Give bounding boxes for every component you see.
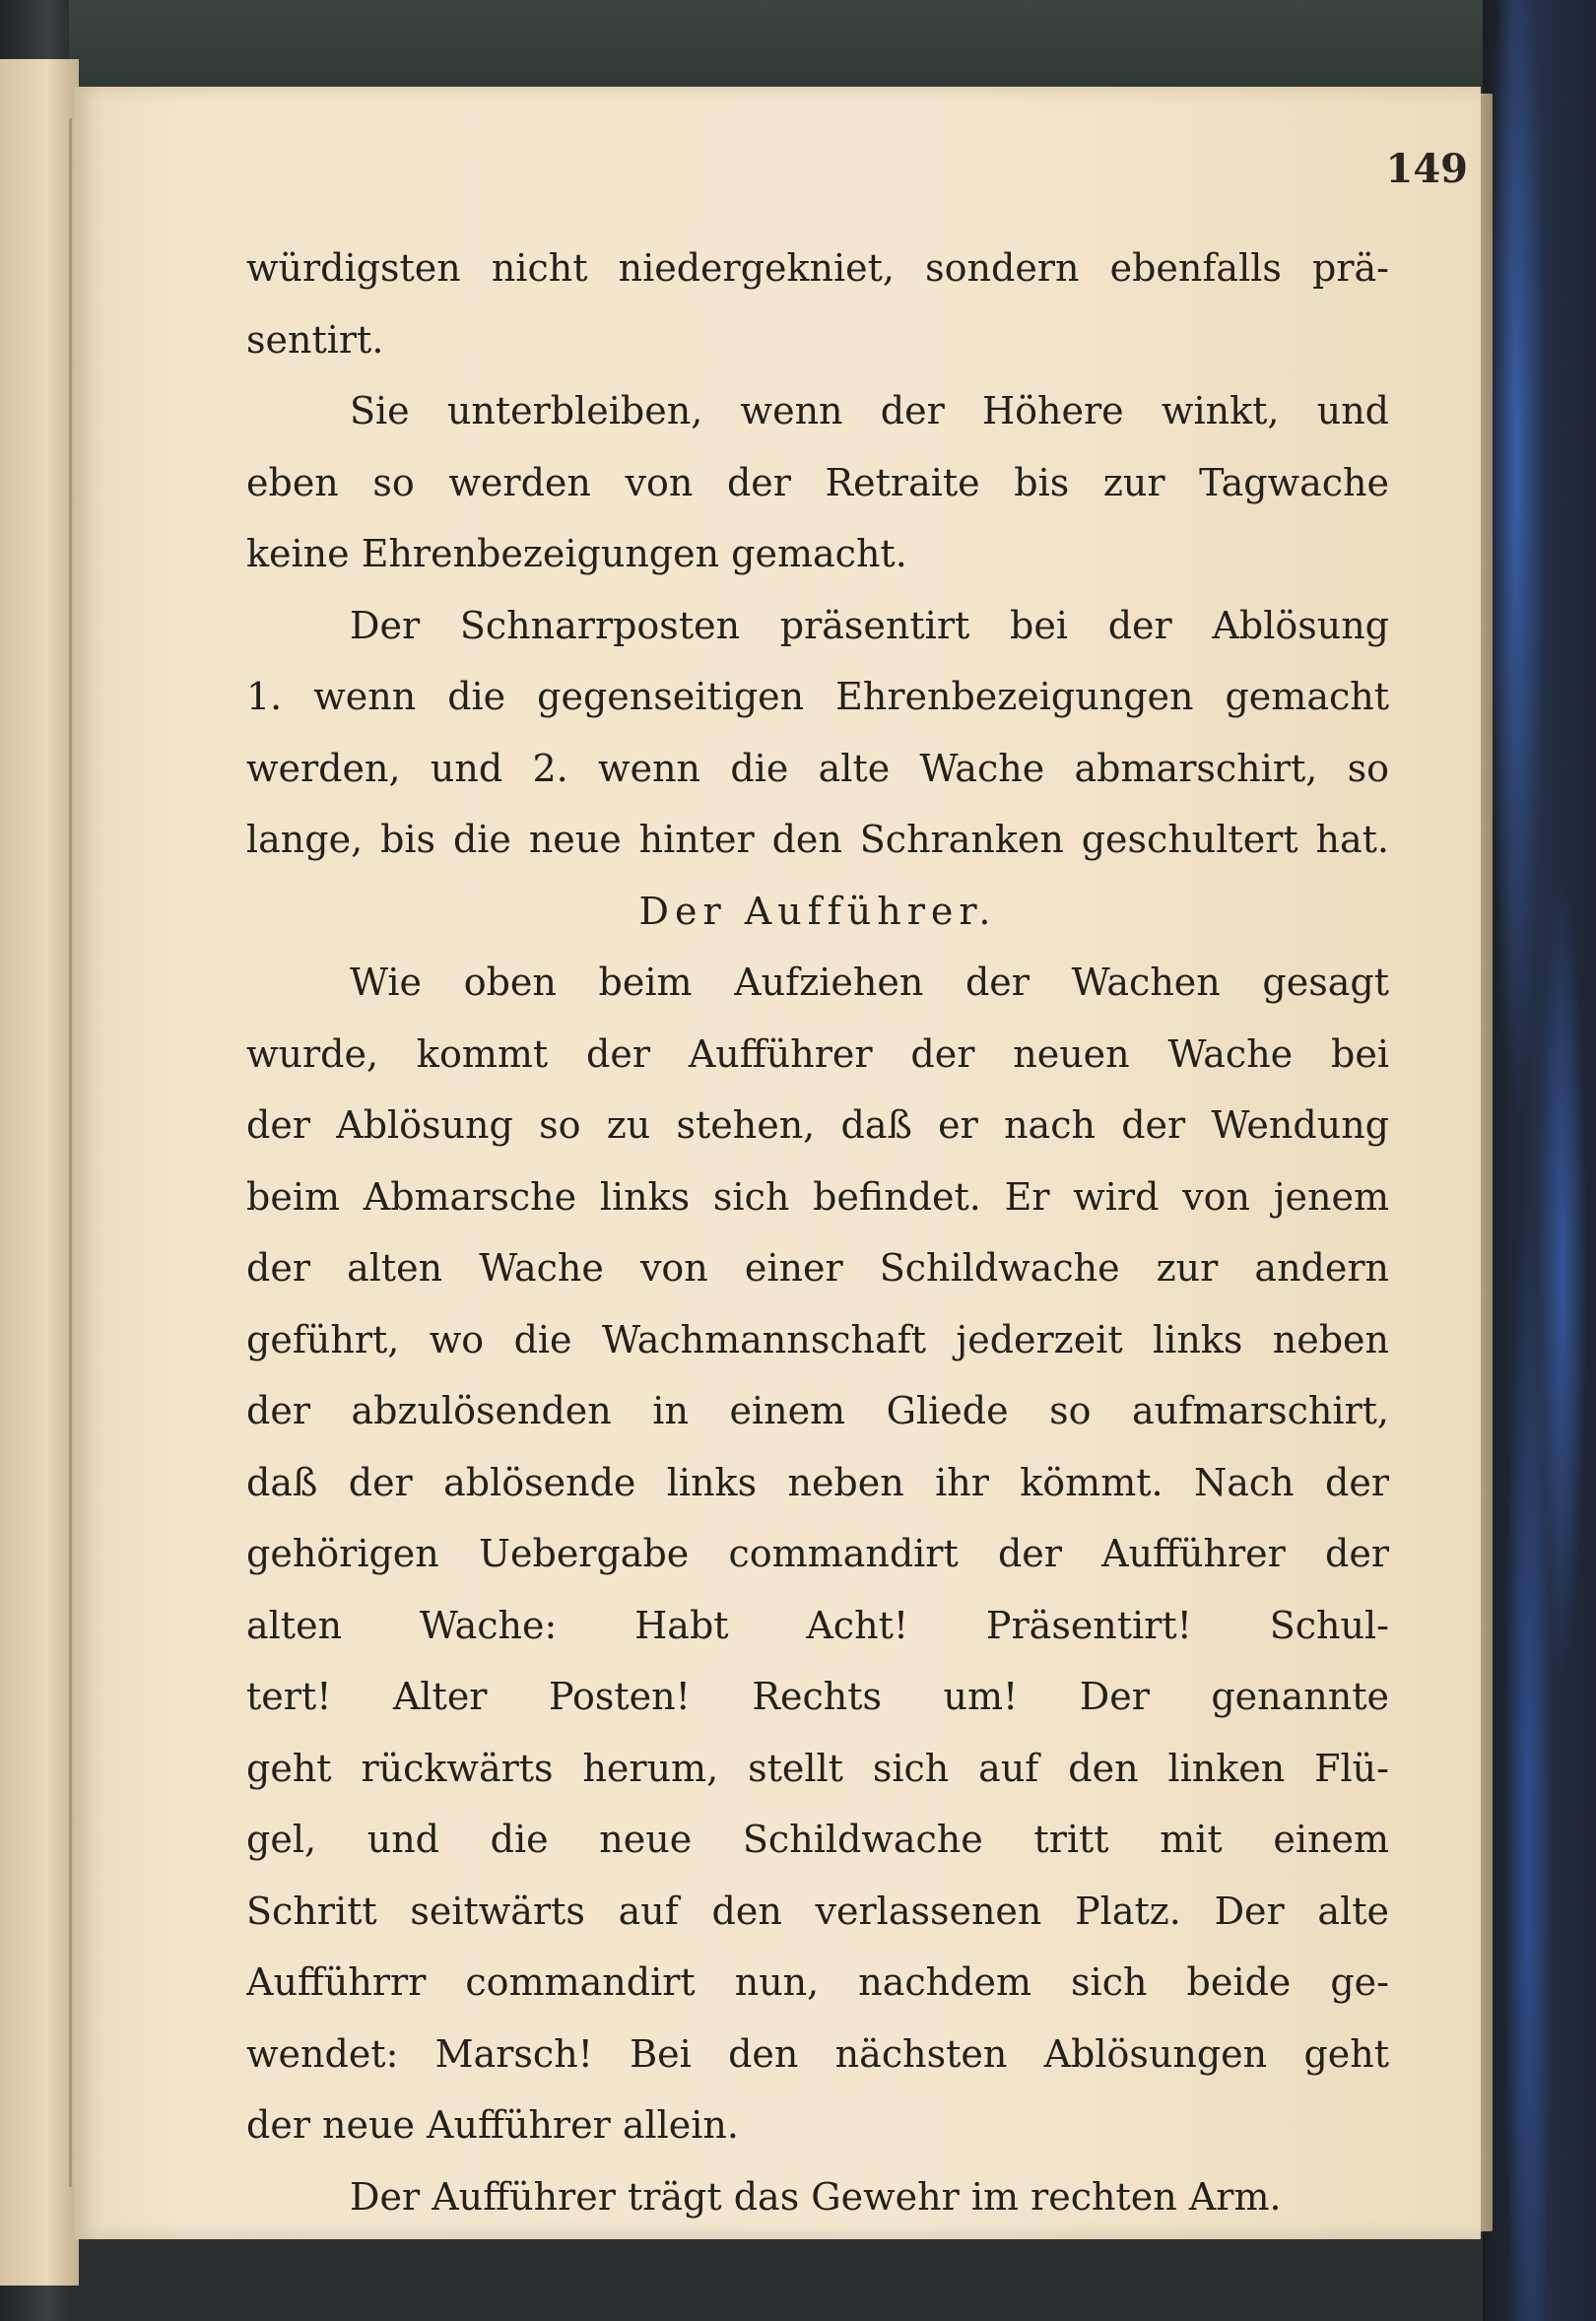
text-line: tert! Alter Posten! Rechts um! Der genannte: [246, 1675, 1389, 1718]
text-line: alten Wache: Habt Acht! Präsentirt! Schul-: [246, 1603, 1389, 1647]
text-line: geführt, wo die Wachmannschaft jederzeit links neben: [246, 1317, 1389, 1361]
text-line: sentirt.: [246, 317, 384, 362]
text-line: Der Aufführer.: [638, 889, 997, 933]
text-line: wendet: Marsch! Bei den nächsten Ablösungen geht: [246, 2031, 1389, 2076]
text-line: Schritt seitwärts auf den verlassenen Platz. Der alte: [246, 1889, 1389, 1933]
text-line: geht rückwärts herum, stellt sich auf den linken Flü-: [246, 1746, 1389, 1790]
text-line: gel, und die neue Schildwache tritt mit einem: [246, 1818, 1389, 1861]
text-line: Der Aufführer trägt das Gewehr im rechten Arm.: [350, 2174, 1282, 2219]
text-line: der neue Aufführer allein.: [246, 2103, 739, 2147]
text-line: daß der ablösende links neben ihr kömmt. Nach der: [246, 1460, 1389, 1504]
text-line: beim Abmarsche links sich befindet. Er wird von jenem: [246, 1174, 1389, 1219]
text-line: lange, bis die neue hinter den Schranken geschultert hat.: [246, 818, 1389, 861]
text-line: 1. wenn die gegenseitigen Ehrenbezeigungen gemacht: [246, 675, 1389, 718]
text-line: der Ablösung so zu stehen, daß er nach der Wendung: [246, 1103, 1389, 1147]
text-line: wurde, kommt der Aufführer der neuen Wache bei: [246, 1031, 1389, 1076]
text-line: eben so werden von der Retraite bis zur Tagwache: [246, 460, 1389, 504]
text-line: Aufführrr commandirt nun, nachdem sich beide ge-: [246, 1960, 1389, 2004]
page-text: [246, 232, 1389, 2232]
text-line: der alten Wache von einer Schildwache zur andern: [246, 1246, 1389, 1290]
text-line: Sie unterbleiben, wenn der Höhere winkt, und: [350, 389, 1389, 432]
facing-page-edge: [0, 59, 79, 2286]
text-line: der abzulösenden in einem Gliede so aufmarschirt,: [246, 1389, 1389, 1432]
gutter-line: [69, 118, 72, 2187]
text-line: gehörigen Uebergabe commandirt der Aufführer der: [246, 1532, 1389, 1575]
text-line: Der Schnarrposten präsentirt bei der Ablösung: [350, 603, 1389, 647]
text-line: werden, und 2. wenn die alte Wache abmarschirt, so: [246, 746, 1389, 790]
page-number: 149: [1385, 146, 1468, 192]
text-line: keine Ehrenbezeigungen gemacht.: [246, 532, 907, 575]
book-cover-top: [0, 0, 1596, 89]
text-line: würdigsten nicht niedergekniet, sondern ebenfalls prä-: [246, 246, 1389, 290]
text-line: Wie oben beim Aufziehen der Wachen gesagt: [350, 961, 1389, 1004]
marbled-book-cover: [1483, 0, 1596, 2321]
